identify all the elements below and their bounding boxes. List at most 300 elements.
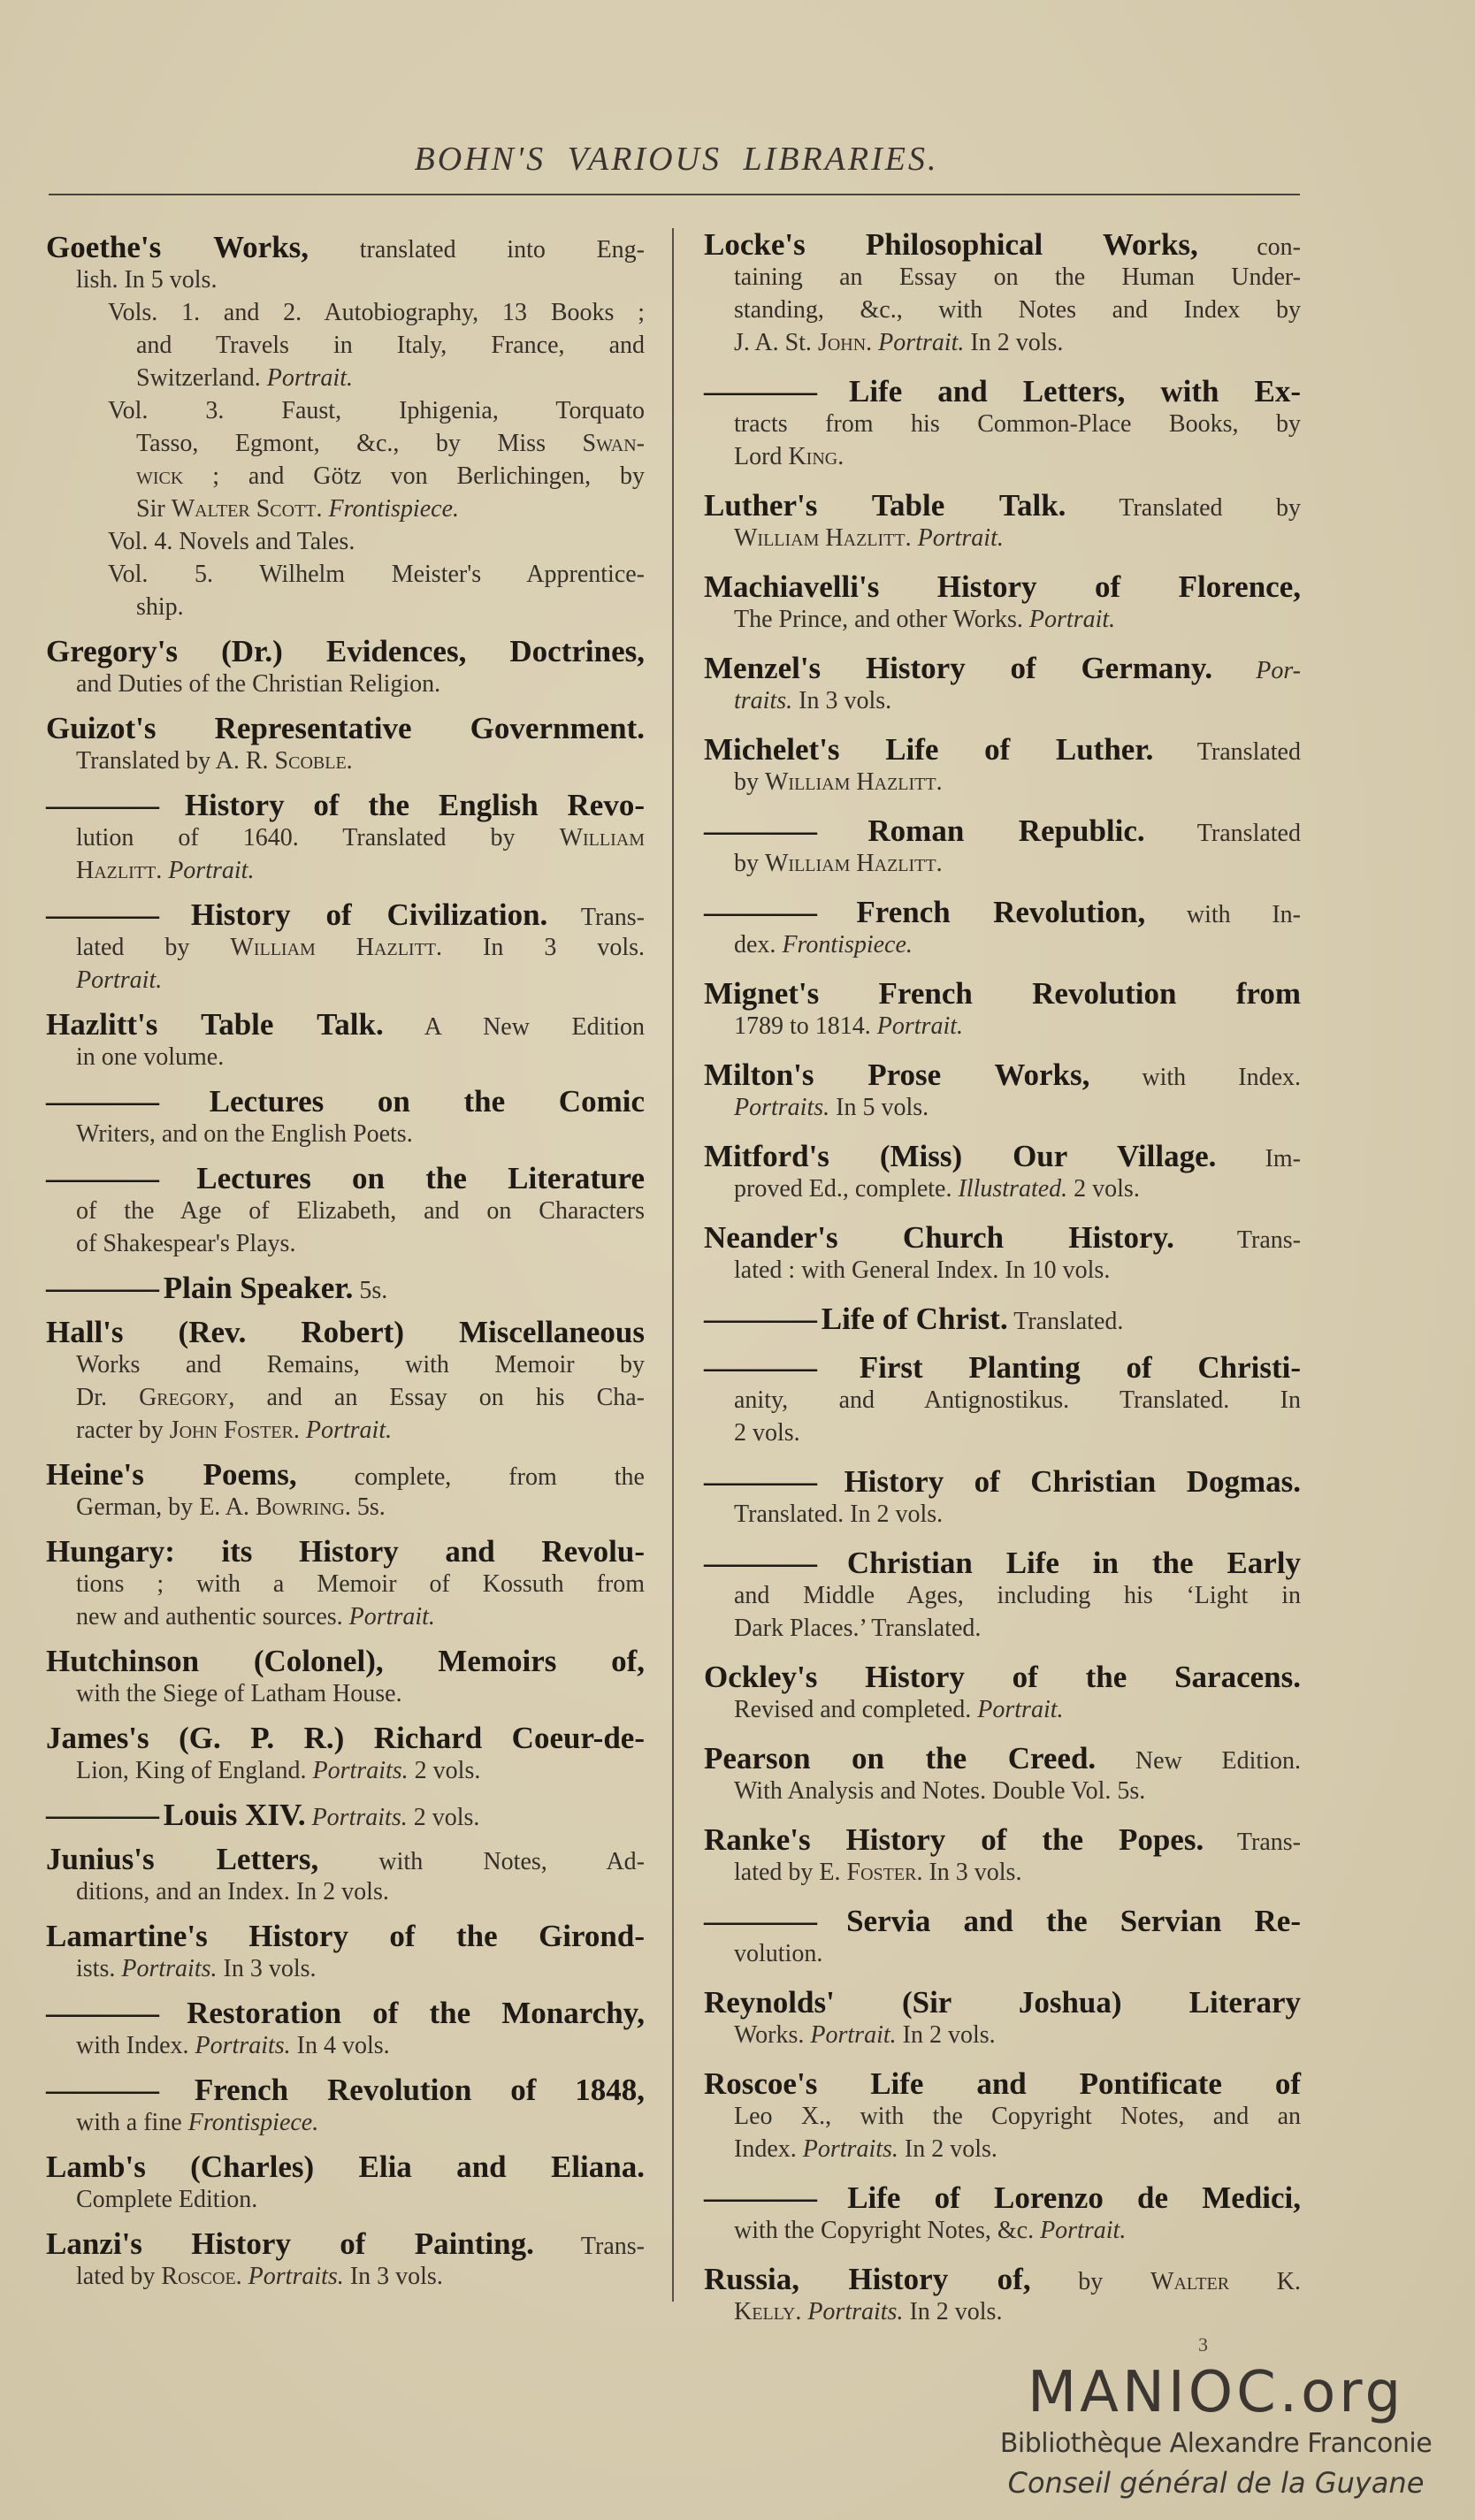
entry-line — [46, 1381, 645, 1414]
entry-title: Reynolds' (Sir Joshua) Literary — [704, 1985, 1301, 2020]
entry-text: In 2 vols. — [898, 2135, 997, 2163]
entry-note-italic: Portrait. — [878, 329, 965, 356]
entry-title: Pearson on the Creed. — [704, 1741, 1097, 1775]
author-name: William Hazlitt. — [765, 768, 943, 796]
entry-line — [46, 2183, 645, 2216]
entry-text: In 4 vols. — [290, 2032, 390, 2059]
entry-text: Vol. 3. Faust, Iphigenia, Torquato — [108, 397, 645, 424]
entry-title: Menzel's History of Germany. — [704, 651, 1213, 685]
entry-line — [704, 1693, 1301, 1726]
entry-line — [46, 1920, 645, 1952]
entry-line — [704, 375, 1301, 408]
ditto-dash: ———— — [46, 1161, 156, 1195]
author-name: John. — [817, 329, 873, 356]
entry-text: ditions, and an Index. In 2 vols. — [76, 1878, 389, 1905]
entry-line — [46, 931, 645, 964]
entry-text: lution of 1640. Translated by — [76, 824, 560, 851]
author-name: Walter Scott. — [171, 495, 323, 523]
entry-title: Guizot's Representative Government. — [46, 711, 645, 745]
entry-text: Writers, and on the English Poets. — [76, 1120, 413, 1148]
entry-title: Roman Republic. — [814, 813, 1145, 848]
entry-line — [46, 1600, 645, 1633]
entry-text: Works and Remains, with Memoir by — [76, 1351, 645, 1378]
entry-text: J. A. St. — [734, 329, 818, 356]
entry-line — [704, 261, 1301, 294]
entry-text: Works. — [734, 2021, 811, 2049]
entry-line — [46, 668, 645, 700]
entry-note-italic: Portraits. — [195, 2032, 291, 2059]
ditto-dash: ———— — [46, 1271, 156, 1305]
entry-text: Translated. — [1007, 1308, 1124, 1335]
left-column — [46, 231, 645, 2293]
entry-title: Hazlitt's Table Talk. — [46, 1007, 384, 1042]
entry-title: Ockley's History of the Saracens. — [704, 1660, 1301, 1694]
catalogue-entry — [46, 635, 645, 700]
entry-line — [46, 821, 645, 854]
entry-line — [704, 326, 1301, 359]
entry-text: In 3 vols. — [922, 1859, 1022, 1886]
manioc-watermark — [977, 2361, 1455, 2502]
ditto-dash: ———— — [704, 1464, 814, 1499]
entry-line — [704, 228, 1301, 261]
entry-line — [704, 1986, 1301, 2019]
catalogue-entry — [46, 1535, 645, 1633]
author-name: Roscoe. — [161, 2263, 242, 2290]
entry-title: Plain Speaker. — [156, 1271, 354, 1305]
catalogue-entry — [46, 1316, 645, 1447]
ditto-dash: ———— — [704, 1904, 814, 1938]
entry-line — [704, 1091, 1301, 1124]
entry-note-italic: Portrait. — [876, 1012, 964, 1040]
entry-line — [46, 263, 645, 296]
entry-line — [46, 1875, 645, 1908]
catalogue-entry — [46, 1843, 645, 1908]
entry-line — [46, 635, 645, 668]
entry-text: translated into Eng- — [309, 236, 645, 263]
ditto-dash: ———— — [46, 1084, 156, 1119]
entry-text: Trans- — [547, 904, 645, 931]
entry-note-italic: Frontispiece. — [328, 495, 459, 523]
catalogue-entry — [704, 2263, 1301, 2328]
entry-text: and Travels in Italy, France, and — [136, 332, 645, 359]
catalogue-entry — [46, 1162, 645, 1260]
entry-text: lated by — [76, 2263, 162, 2290]
catalogue-entry — [704, 1140, 1301, 1205]
entry-text: Vol. 5. Wilhelm Meister's Apprentice- — [108, 561, 645, 588]
entry-text: ists. — [76, 1955, 122, 1982]
entry-title: Russia, History of, — [704, 2262, 1031, 2296]
entry-line — [704, 1937, 1301, 1970]
entry-line — [46, 1041, 645, 1073]
entry-title: Hutchinson (Colonel), Memoirs of, — [46, 1644, 645, 1678]
entry-text: Lion, King of England. — [76, 1757, 313, 1784]
author-name: Scoble. — [274, 747, 353, 775]
entry-line — [704, 570, 1301, 603]
entry-note-italic: Portrait. — [1040, 2217, 1127, 2244]
catalogue-entry — [46, 898, 645, 997]
entry-text: 2 vols. — [407, 1804, 480, 1831]
entry-line — [46, 745, 645, 777]
entry-line — [46, 1568, 645, 1600]
right-column — [704, 228, 1301, 2328]
entry-line — [46, 231, 645, 263]
entry-text: lated by — [76, 934, 231, 961]
catalogue-entry — [704, 1905, 1301, 1970]
entry-text: with Index. — [76, 2032, 195, 2059]
entry-text: dex. — [734, 931, 783, 958]
manioc-logo: MANIOC.org — [1027, 2360, 1405, 2425]
entry-line — [46, 854, 645, 887]
entry-line — [46, 1458, 645, 1491]
entry-text: tracts from his Common-Place Books, by — [734, 410, 1301, 438]
entry-text: With Analysis and Notes. Double Vol. 5s. — [734, 1777, 1146, 1805]
entry-note-italic: Portrait. — [305, 1417, 393, 1444]
entry-title: Lectures on the Literature — [156, 1161, 645, 1195]
catalogue-entry — [704, 2181, 1301, 2247]
entry-title: Louis XIV. — [156, 1798, 306, 1832]
entry-line — [704, 1465, 1301, 1498]
entry-text — [242, 2263, 248, 2290]
author-name: William — [559, 824, 645, 851]
running-header: BOHN'S VARIOUS LIBRARIES. — [414, 141, 939, 178]
entry-line — [46, 1195, 645, 1227]
entry-text: new and authentic sources. — [76, 1603, 349, 1630]
council-name: Conseil général de la Guyane — [1007, 2466, 1425, 2500]
entry-title: James's (G. P. R.) Richard Coeur-de- — [46, 1721, 645, 1755]
entry-text: In 3 vols. — [792, 687, 892, 714]
volume-item — [46, 525, 645, 558]
entry-line — [704, 489, 1301, 522]
entry-line — [46, 1414, 645, 1447]
entry-text: Trans- — [533, 2233, 645, 2260]
entry-note-italic: Portrait. — [266, 364, 353, 392]
entry-text: Im- — [1216, 1145, 1301, 1172]
entry-title: Gregory's (Dr.) Evidences, Doctrines, — [46, 634, 645, 668]
entry-text: German, by — [76, 1493, 200, 1521]
entry-note-italic: Portrait. — [348, 1603, 435, 1630]
entry-note-italic: Portraits. — [734, 1094, 830, 1121]
entry-text: lated by — [734, 1859, 820, 1886]
catalogue-entry — [704, 1742, 1301, 1807]
entry-text: tions ; with a Memoir of Kossuth from — [76, 1570, 645, 1598]
catalogue-entry — [46, 2150, 645, 2216]
entry-text: 2 vols. — [1067, 1175, 1140, 1203]
entry-line — [46, 898, 645, 931]
entry-text: with a fine — [76, 2109, 188, 2136]
entry-line — [46, 1491, 645, 1523]
catalogue-entry — [704, 733, 1301, 798]
entry-note-italic: Portraits. — [121, 1955, 218, 1982]
entry-text: Sir — [136, 495, 172, 523]
entry-text: with Index. — [1089, 1064, 1301, 1091]
ditto-dash: ———— — [704, 1546, 814, 1580]
entry-text: In 3 vols. — [442, 934, 646, 961]
header-rule — [49, 194, 1300, 195]
entry-note-italic: Portraits. — [248, 2263, 344, 2290]
entry-line — [704, 977, 1301, 1010]
entry-line — [46, 1271, 645, 1304]
entry-text: In 2 vols. — [964, 329, 1064, 356]
entry-line — [46, 2260, 645, 2293]
entry-note-italic: Portrait. — [977, 1696, 1064, 1723]
catalogue-entry — [46, 1997, 645, 2062]
catalogue-entry — [704, 652, 1301, 717]
ditto-dash: ———— — [704, 1350, 814, 1385]
entry-line — [704, 2019, 1301, 2051]
entry-text: of Shakespear's Plays. — [76, 1230, 296, 1257]
entry-text: Translated — [1153, 738, 1301, 766]
author-name: William Hazlitt. — [230, 934, 443, 961]
catalogue-entry — [704, 228, 1301, 359]
entry-line — [46, 2029, 645, 2062]
entry-title: Mignet's French Revolution from — [704, 976, 1301, 1011]
catalogue-entry — [46, 1920, 645, 1985]
entry-text: In 2 vols. — [896, 2021, 996, 2049]
entry-line — [46, 1722, 645, 1754]
entry-note-italic: Illustrated. — [958, 1175, 1068, 1203]
catalogue-entry — [704, 977, 1301, 1042]
entry-line — [704, 1742, 1301, 1775]
entry-text: In 5 vols. — [829, 1094, 929, 1121]
entry-text: with the Copyright Notes, &c. — [734, 2217, 1041, 2244]
entry-note-italic: Por- — [1256, 657, 1301, 684]
entry-note-italic: Frontispiece. — [782, 931, 913, 958]
catalogue-entry — [704, 1221, 1301, 1287]
entry-title: Restoration of the Monarchy, — [156, 1996, 645, 2030]
entry-line — [46, 2227, 645, 2260]
entry-text: by — [734, 850, 765, 877]
entry-text: A New Edition — [383, 1013, 645, 1041]
entry-text — [1212, 657, 1256, 684]
entry-text: 5s. — [350, 1493, 386, 1521]
catalogue-entry — [704, 1302, 1301, 1335]
entry-text: 5s. — [353, 1277, 388, 1304]
entry-line — [704, 2181, 1301, 2214]
entry-line — [46, 525, 645, 558]
entry-line — [704, 1140, 1301, 1172]
entry-line — [704, 1546, 1301, 1579]
catalogue-entry — [704, 489, 1301, 554]
entry-text: anity, and Antignostikus. Translated. In — [734, 1386, 1301, 1414]
entry-title: Lanzi's History of Painting. — [46, 2226, 534, 2261]
entry-line — [46, 1085, 645, 1118]
entry-line — [46, 1754, 645, 1787]
entry-text: and Duties of the Christian Religion. — [76, 670, 441, 698]
entry-line — [704, 603, 1301, 636]
entry-title: Neander's Church History. — [704, 1220, 1174, 1255]
ditto-dash: ———— — [704, 2180, 814, 2215]
entry-text: racter by — [76, 1417, 170, 1444]
entry-text: Translated by — [1066, 494, 1301, 522]
entry-line — [46, 2106, 645, 2139]
entry-title: Life of Lorenzo de Medici, — [814, 2180, 1301, 2215]
entry-text: Vol. 4. Novels and Tales. — [108, 528, 355, 555]
entry-line — [704, 522, 1301, 554]
author-name: William Hazlitt. — [765, 850, 943, 877]
entry-line — [704, 1058, 1301, 1091]
catalogue-entry — [46, 1271, 645, 1304]
catalogue-entry — [704, 1351, 1301, 1449]
entry-line — [46, 2073, 645, 2106]
column-divider — [672, 228, 674, 2302]
entry-line — [704, 1661, 1301, 1693]
entry-line — [46, 460, 645, 493]
entry-line — [704, 1221, 1301, 1254]
entry-text — [323, 495, 329, 523]
entry-text: with Notes, Ad- — [318, 1848, 645, 1875]
entry-line — [704, 2263, 1301, 2295]
entry-note-italic: Portraits. — [802, 2135, 898, 2163]
entry-line — [704, 766, 1301, 798]
entry-text: Lord — [734, 443, 789, 470]
entry-title: Machiavelli's History of Florence, — [704, 569, 1301, 604]
author-name: Kelly. — [734, 2298, 802, 2325]
ditto-dash: ———— — [46, 2073, 156, 2107]
entry-line — [704, 847, 1301, 880]
entry-title: History of Civilization. — [156, 897, 548, 932]
entry-line — [704, 684, 1301, 717]
author-name: E. A. Bowring. — [199, 1493, 351, 1521]
entry-title: Locke's Philosophical Works, — [704, 227, 1198, 262]
ditto-dash: ———— — [704, 374, 814, 409]
entry-note-italic: Portraits. — [807, 2298, 904, 2325]
entry-title: Servia and the Servian Re- — [814, 1904, 1301, 1938]
author-name: E. Foster. — [819, 1859, 923, 1886]
entry-title: Milton's Prose Works, — [704, 1058, 1090, 1092]
entry-text: with the Siege of Latham House. — [76, 1680, 402, 1707]
entry-line — [704, 2133, 1301, 2165]
entry-text: 1789 to 1814. — [734, 1012, 877, 1040]
entry-title: Junius's Letters, — [46, 1842, 319, 1876]
entry-line — [704, 2214, 1301, 2247]
author-name: Swan- — [582, 430, 645, 457]
entry-title: History of Christian Dogmas. — [814, 1464, 1301, 1499]
entry-line — [46, 2150, 645, 2183]
entry-note-italic: Frontispiece. — [187, 2109, 319, 2136]
entry-line — [46, 1118, 645, 1150]
entry-line — [704, 2100, 1301, 2133]
ditto-dash: ———— — [46, 1798, 156, 1832]
catalogue-entry — [704, 1661, 1301, 1726]
entry-line — [704, 1823, 1301, 1856]
entry-title: Roscoe's Life and Pontificate of — [704, 2066, 1301, 2101]
entry-line — [704, 1351, 1301, 1384]
entry-title: Christian Life in the Early — [814, 1546, 1301, 1580]
entry-text: complete, from the — [296, 1463, 645, 1491]
entry-line — [704, 1302, 1301, 1335]
entry-line — [704, 1384, 1301, 1417]
entry-line — [46, 1952, 645, 1985]
entry-text: ; and Götz von Berlichingen, by — [183, 462, 645, 490]
entry-text: Complete Edition. — [76, 2186, 258, 2213]
entry-text: lated : with General Index. In 10 vols. — [734, 1256, 1111, 1284]
entry-text: by — [734, 768, 765, 796]
entry-text: In 3 vols. — [217, 1955, 317, 1982]
entry-line — [46, 558, 645, 591]
entry-title: Michelet's Life of Luther. — [704, 732, 1154, 767]
entry-text: 2 vols. — [734, 1419, 800, 1447]
entry-line — [46, 1645, 645, 1677]
entry-title: Lamartine's History of the Girond- — [46, 1919, 645, 1953]
entry-line — [704, 1612, 1301, 1645]
catalogue-entry — [704, 1546, 1301, 1645]
entry-line — [704, 1254, 1301, 1287]
entry-title: Lectures on the Comic — [156, 1084, 645, 1119]
entry-text: Dark Places.’ Translated. — [734, 1615, 982, 1642]
entry-line — [46, 1798, 645, 1831]
entry-line — [704, 294, 1301, 326]
entry-text: volution. — [734, 1940, 823, 1967]
entry-text: Dr. — [76, 1384, 140, 1411]
entry-text: Trans- — [1204, 1829, 1302, 1856]
volume-item — [46, 558, 645, 623]
library-name: Bibliothèque Alexandre Franconie — [999, 2428, 1433, 2459]
entry-line — [704, 1775, 1301, 1807]
entry-text: standing, &c., with Notes and Index by — [734, 296, 1301, 324]
ditto-dash: ———— — [704, 1302, 814, 1336]
ditto-dash: ———— — [704, 895, 814, 929]
author-name: Hazlitt. — [76, 857, 163, 884]
entry-text: by — [1030, 2268, 1151, 2295]
entry-note-italic: traits. — [734, 687, 793, 714]
entry-text: The Prince, and other Works. — [734, 606, 1029, 633]
entry-line — [46, 493, 645, 525]
author-name: Gregory, — [139, 1384, 235, 1411]
catalogue-entry — [46, 1645, 645, 1710]
entry-note-italic: Portrait. — [917, 524, 1004, 552]
entry-text: In 2 vols. — [903, 2298, 1003, 2325]
ditto-dash: ———— — [46, 897, 156, 932]
entry-text: Vols. 1. and 2. Autobiography, 13 Books ; — [108, 299, 645, 326]
catalogue-entry — [46, 2227, 645, 2293]
entry-text: ship. — [136, 593, 184, 621]
entry-title: Lamb's (Charles) Elia and Eliana. — [46, 2150, 645, 2184]
ditto-dash: ———— — [704, 813, 814, 848]
entry-title: French Revolution of 1848, — [156, 2073, 645, 2107]
author-name: Walter K. — [1150, 2268, 1302, 2295]
entry-title: Heine's Poems, — [46, 1457, 297, 1492]
entry-title: First Planting of Christi- — [814, 1350, 1301, 1385]
entry-line — [704, 733, 1301, 766]
entry-line — [704, 408, 1301, 440]
ditto-dash: ———— — [46, 788, 156, 822]
entry-line — [704, 928, 1301, 961]
entry-text: Translated — [1144, 820, 1301, 847]
entry-note-italic: Portrait. — [168, 857, 255, 884]
entry-text: Leo X., with the Copyright Notes, and an — [734, 2103, 1301, 2130]
entry-line — [46, 964, 645, 997]
entry-line — [46, 1008, 645, 1041]
entry-title: Luther's Table Talk. — [704, 488, 1066, 523]
catalogue-entry — [704, 1986, 1301, 2051]
entry-title: History of the English Revo- — [156, 788, 645, 822]
entry-text: with In- — [1145, 901, 1301, 928]
entry-text: and an Essay on his Cha- — [234, 1384, 645, 1411]
entry-text: Translated. In 2 vols. — [734, 1501, 944, 1528]
entry-line — [46, 1227, 645, 1260]
entry-note-italic: Portraits. — [311, 1804, 408, 1831]
volume-item — [46, 296, 645, 394]
catalogue-entry — [46, 1798, 645, 1831]
entry-line — [46, 1997, 645, 2029]
catalogue-entry — [46, 1085, 645, 1150]
entry-line — [46, 591, 645, 623]
entry-text: and Middle Ages, including his ‘Light in — [734, 1582, 1301, 1609]
entry-text — [306, 1804, 312, 1831]
entry-line — [704, 1010, 1301, 1042]
entry-line — [46, 1162, 645, 1195]
entry-note-italic: Portrait. — [810, 2021, 897, 2049]
